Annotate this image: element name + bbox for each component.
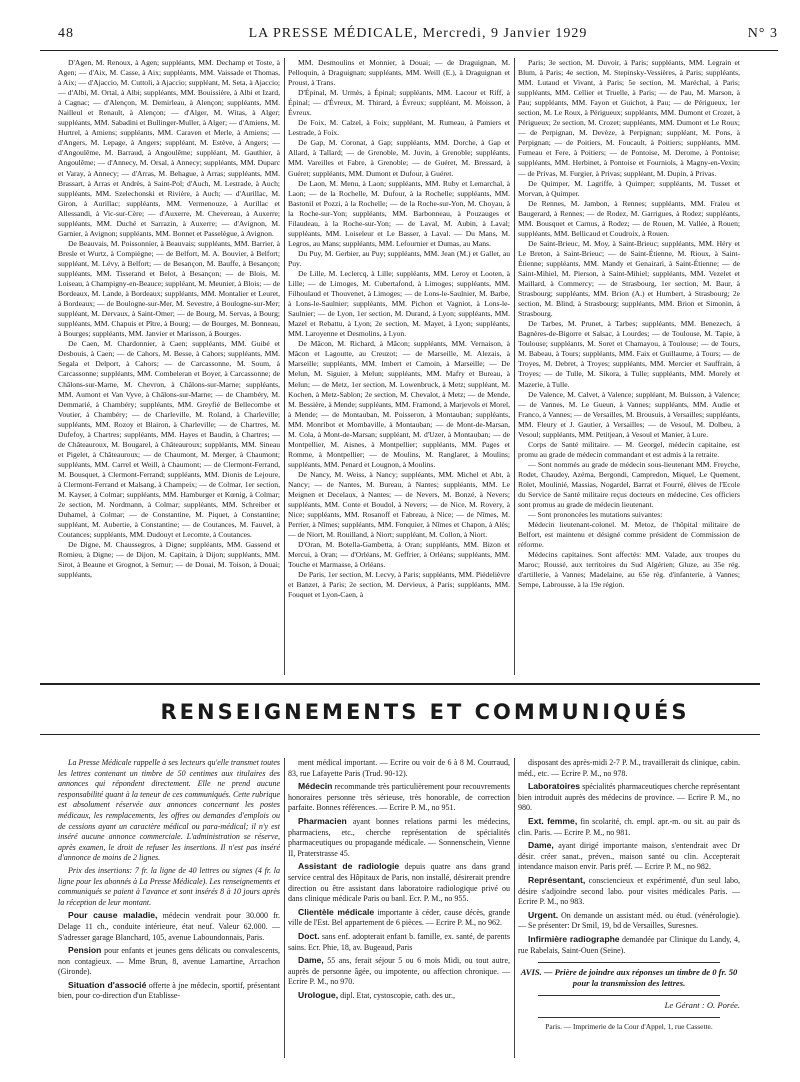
notice-paragraph: De Laon, M. Menu, à Laon; suppléants, MM. Ruby et Lemarchal, à Laon; — de la Rochelle, M. Dufour, à la Rochelle; suppléants, MM. Bastonil et Pozzi, à la Rochelle; — de la Roche-sur-Yon, M. Choyau, à la Roche-sur-Yon; suppléants, MM. Barbonneau, à Pouzauges et Filaudeau, à la Roche-sur-Yon; — de Laval, M. Aubin, à Laval; suppléants, MM. Loiseleur et Le Basser, à Laval. — Du Mans, M. Legros, au Mans; suppléants, MM. Lefournier et Dumas, au Mans.: [288, 178, 510, 248]
issue-number: N° 3: [747, 26, 778, 41]
notice-paragraph: Paris; 3e section, M. Duvoir, à Paris; suppléants, MM. Legrain et Blum, à Paris; 4e section, M. Stepinsky-Vessières, à Paris; suppléants, MM. Lutaud et Vivant, à Paris; 5e section, M. Maréchal, à Paris; suppléants, MM. Cellier et Truelle, à Paris; — de Pau, M. Marson, à Pau; suppléants, MM. Fayon et Guichot, à Pau; — de Périgueux, 1er section, M. Le Roux, à Périgueux; suppléants, MM. Dumont et Crozet, à Périgueux; 2e section, M. Crozet; suppléants, MM. Dumont et Le Roux; — de Perpignan, M. Devèze, à Perpignan; suppléant, M. Pons, à Perpignan; — de Poitiers, M. Foucault, à Poitiers; suppléants, MM. Fumeau et Fere, à Poitiers; — de Pontoise, M. Derome, à Pontoise; suppléants, MM. Herbinet, à Pontoise et Fourniols, à Magny-en-Vexin; — de Privas, M. Furgier, à Privas; suppléant, M. Dupin, à Privas.: [518, 58, 740, 178]
classified-ad: [58, 910, 280, 943]
notice-paragraph: Médecins capitaines. Sont affectés: MM. Valade, aux troupes du Maroc; Roussé, aux territoires du Sud Algérien; Gluze, au 35e rég. d'artillerie, à Vannes; Madelaine, au 65e rég. d'infanterie, à Vannes; Sempe, Labrousse, à la 19e région.: [518, 550, 740, 590]
ad-text: offerte à jne médecin, sportif, présentant bien, pour co-direction d'un Etablisse-: [58, 980, 280, 1001]
ad-heading: Pension: [68, 945, 102, 956]
classified-ad: [58, 758, 280, 864]
ad-text: ayant bonnes relations parmi les médecins, pharmaciens, etc., cherche représentation de spécialités pharmaceutiques ou propagande médicale. — Sonnenschein, Vienne II, Praterstrasse 45.: [288, 816, 510, 858]
ad-text: recommande très particulièrement pour recouvrements honoraires personne très sérieuse, très honorable, de correction parfaite. Bonnes références. — Ecrire P. M., no 951.: [288, 782, 510, 813]
ad-text: spécialités pharmaceutiques cherche représentant bien introduit auprès des médecins de province. — Ecrire P. M., no 980.: [518, 782, 740, 813]
notice-paragraph: — Sont nommés au grade de médecin sous-lieutenant MM. Freyche, Rodet, Chaudey, Azéma, Bergondi, Campredon, Miquel, Le Quement, Rolet, Moulinié, Massias, Nogardel, Barrat et Fourré, élèves de l'Ecole du Service de Santé militaire reçus docteurs en médecine. Ces officiers sont promus au grade de médecin lieutenant.: [518, 459, 740, 510]
ad-text: fin scolarité, ch. empl. apr.-m. ou sit. au pair ds clin. Paris. — Ecrire P. M., no 981.: [518, 816, 740, 837]
notice-paragraph: D'Épinal, M. Urmès, à Épinal; suppléants, MM. Lacour et Riff, à Épinal; — d'Évreux, M. Thirard, à Évreux; suppléant, M. Moisson, à Évreux.: [288, 88, 510, 118]
ad-text: Prix des insertions: 7 fr. la ligne de 40 lettres ou signes (4 fr. la ligne pour les abonnés à La Presse Médicale). Les renseignements et communiqués se paient à l'avance et sont insérés 8 à 10 jours après la réception de leur montant.: [58, 865, 280, 907]
notice-paragraph: De Saint-Brieuc, M. Moy, à Saint-Brieuc; suppléants, MM. Héry et Le Breton, à Saint-Brieuc; — de Saint-Étienne, M. Rioux, à Saint-Étienne; suppléants, MM. Mandy et Genairari, à Saint-Étienne; — de Saint-Mihiel, M. Pierson, à Saint-Mihiel; suppléants, MM. Vezelet et Maillard, à Commercy; — de Strasbourg, 1er section, M. Baur, à Strasbourg; suppléants, MM. Brion (A.) et Humbert, à Strasbourg; 2e section, M. Blind, à Strasbourg; suppléants, MM. Brion et Simonin, à Strasbourg.: [518, 238, 740, 319]
ad-text: ayant dirigé importante maison, s'entendrait avec Dr désir. créer sanat., préven., maison santé ou clin. Accepterait intendance maison envir. Paris préf. — Ecrire P. M., no 982.: [518, 841, 740, 872]
classified-ad: [518, 875, 740, 908]
classified-ad: [288, 816, 510, 859]
ad-text: importante à céder, cause décès, grande ville de l'Est. Bel appartement de 6 pièces. — Ecrire P. M., no 962.: [288, 907, 510, 928]
classified-ad: [288, 955, 510, 988]
notice-paragraph: Du Puy, M. Gerbier, au Puy; suppléants, MM. Jean (M.) et Gallet, au Puy.: [288, 248, 510, 268]
ad-heading: Médecin: [298, 781, 333, 792]
notice-paragraph: De Quimper, M. Lagriffe, à Quimper; suppléants, M. Tusset et Morvan, à Quimper.: [518, 178, 740, 198]
classified-ad: [288, 758, 510, 779]
classified-ad: [518, 816, 740, 838]
ad-text: depuis quatre ans dans grand service central des Hôpitaux de Paris, non installé, désirerait prendre direction ou être assistant dans laboratoire radiologique privé ou dans clinique médicale Paris ou banl. Ecr. P. M., no 955.: [288, 862, 510, 904]
notice-paragraph: De Lille, M. Leclercq, à Lille; suppléants, MM. Leroy et Looten, à Lille; — de Limoges, M. Cubertafond, à Limoges; suppléants, MM. Filhoulaud et Thouvenet, à Limoges; — de Lons-le-Saulnier, M. Barbe, à Lons-le-Saulnier; suppléants, MM. Pichon et Vagniot, à Lons-le-Saulnier; — de Lyon, 1er section, M. Durand, à Lyon; suppléants, MM. Mazel et Rebattu, à Lyon; 2e section, M. Mayet, à Lyon; suppléants, MM. Laroyenne et Desmolins, à Lyon.: [288, 268, 510, 339]
classified-ad: [288, 931, 510, 953]
printer-imprint: Paris. — Imprimerie de la Cour d'Appel, 1, rue Cassette.: [545, 1021, 713, 1031]
classified-ad: [58, 980, 280, 1002]
ad-heading: Dame,: [298, 955, 324, 966]
ad-text: médecin vendrait pour 30.000 fr. Delage 11 ch., conduite intérieure, état neuf. Valeur 62.000. — S'adresser garage Blanchard, 105, avenue Laboundonnais, Paris.: [58, 911, 280, 942]
notice-paragraph: — Sont prononcées les mutations suivantes:: [528, 510, 663, 520]
ad-heading: Représentant,: [528, 874, 586, 885]
column-divider: [514, 58, 515, 675]
avis-notice: AVIS. — Prière de joindre aux réponses un timbre de 0 fr. 50 pour la transmission des lettres.: [520, 967, 738, 989]
ad-heading: Doct.: [298, 930, 320, 941]
classified-ad: [288, 907, 510, 929]
ad-heading: Urologue,: [298, 989, 339, 1000]
ad-heading: Urgent.: [528, 909, 559, 920]
ad-text: pour enfants et jeunes gens délicats ou convalescents, non contagieux. — Mme Brun, 8, avenue Lamartine, Arcachon (Gironde).: [58, 946, 280, 977]
classified-ad: [288, 861, 510, 904]
column-divider: [284, 58, 285, 675]
section-title: RENSEIGNEMENTS ET COMMUNIQUÉS: [160, 700, 690, 724]
notice-paragraph: De Caen, M. Chardonnier, à Caen; suppléants, MM. Guibé et Desbouis, à Caen; — de Cahors, M. Besse, à Cahors; suppléants, MM. Segala et Delport, à Cahors; — de Carcassonne, M. Soum, à Carcassonne; suppléants, MM. Combeleran et Boyer, à Carcassonne; de Châlons-sur-Marne, M. Chevron, à Châlons-sur-Marne; suppléants, MM. Aumont et Van Vyve, à Châlons-sur-Marne; — de Chambéry, M. Demmarié, à Chambéry; suppléants, MM. Greyfié de Bellecombe et Voutier, à Chambéry; — de Charleville, M. Roland, à Charleville; suppléants, MM. Rozoy et Blairon, à Charleville; — de Chartres, M. Dufefoy, à Chartres; suppléants, MM. Hayes et Baudin, à Chartres; — de Châteauroux, M. Bougarel, à Châteauroux; suppléants, MM. Sineau et Pigelet, à Châteauroux; — de Chaumont, M. Merger, à Chaumont; suppléants, MM. Carrel et Weill, à Chaumont; — de Clermont-Ferrand, M. Bousquet, à Clermont-Ferrand; suppléants, MM. Dionis de Lejoure, à Clermont-Ferrand et Malsang, à Champeix; — de Colmar, 1er section, M. Kayser, à Colmar; suppléants, MM. Hamburger et Kœnig, à Colmar; 2e section, M. Nordmann, à Colmar; suppléants, MM. Schreiber et Duhamel, à Colmar; — de Constantine, M. Piquet, à Constantine; suppléant, M. Aubertie, à Constantine; — de Coutances, M. Fauvel, à Coutances; suppléants, MM. Dudouyt et Lecomte, à Coutances.: [58, 339, 280, 540]
ad-text: La Presse Médicale rappelle à ses lecteurs qu'elle transmet toutes les lettres contenant un timbre de 50 centimes aux titulaires des annonces qui répondent directement. Elle ne prend aucune responsabilité quant à la teneur de ces communiqués. Cette rubrique est absolument réservée aux annonces concernant les postes médicaux, les remplacements, les offres ou demandes d'emplois ou de cessions ayant un caractère médical ou para-médical; il n'y est inséré aucune annonce commerciale. L'administration se réserve, après examen, le droit de refuser les insertions. Il n'est pas inséré d'annonce de moins de 2 lignes.: [58, 758, 280, 863]
column-divider: [284, 758, 285, 1058]
ad-heading: Ext. femme,: [528, 815, 578, 826]
top-column-3: [518, 58, 740, 675]
header-rule: [40, 50, 778, 51]
top-column-2: [288, 58, 510, 675]
ad-heading: Pour cause maladie,: [68, 910, 158, 921]
section-rule: [40, 734, 760, 735]
notice-paragraph: D'Oran, M. Botella-Gambetta, à Oran; suppléants, MM. Bizon et Mercui, à Oran; — d'Orléans, M. Geffrier, à Orléans; suppléants, MM. Touche et Marmasse, à Orléans.: [288, 540, 510, 570]
notice-paragraph: D'Agen, M. Renoux, à Agen; suppléants, MM. Dechamp et Toste, à Agen; — d'Aix, M. Casse, à Aix; suppléants, MM. Vaissade et Thomas, à Aix; — d'Ajaccio, M. Cuttoli, à Ajaccio; suppléant, M. Seta, à Ajaccio; — d'Albi, M. Ortal, à Albi; suppléants, MM. Bouissière, à Albi et Izard, à Cagnac; — d'Alençon, M. Demirleau, à Alençon; suppléants, MM. Nailleul et Renault, à Alençon; — d'Alger, M. Witas, à Alger; suppléants, MM. Sabadini et Bullinger-Muller, à Alger; — d'Amiens, M. Hurtrel, à Amiens; suppléants, MM. Caraven et Merle, à Amiens; — d'Angers, M. Lepage, à Angers; suppléant, M. Estève, à Angers; — d'Angoulême, M. Barraud, à Angoulême; suppléant, M. Gauthier, à Angoulême; — d'Annecy, M. Orsal, à Annecy; suppléants, MM. Duparc et Varay, à Annecy; — d'Arras, M. Behague, à Arras; suppléants, MM. Brassart, à Arras et Andrès, à Saint-Pol; d'Auch, M. Lestrade, à Auch; suppléants, MM. Szelechonski et Rivière, à Auch; — d'Aurillac, M. Giron, à Aurillac; suppléants, MM. Vermenouze, à Aurillac et Allessandi, à Vic-sur-Cère; — d'Auxerre, M. Chevereau, à Auxerre; suppléants, MM. Duché et Sarrazin, à Auxerre; — d'Avignon, M. Garnier, à Avignon; suppléants, MM. Bonnet et Passelègue, à Avignon.: [58, 58, 280, 238]
ad-text: ment médical important. — Ecrire ou voir de 6 à 8 M. Courraud, 83, rue Lafayette Paris (Trud. 90-12).: [288, 758, 510, 778]
classified-ad: [58, 866, 280, 908]
gerant-signature: Le Gérant : O. Porée.: [664, 1000, 740, 1011]
classified-ad: [518, 934, 740, 956]
top-column-1: [58, 58, 280, 675]
ads-column-1: [58, 758, 280, 1078]
ad-text: On demande un assistant méd. ou étud. (vénérologie). — Se présenter: Dr Smil, 19, bd de Versailles, Suresnes.: [518, 910, 740, 931]
page-number: 48: [58, 26, 74, 41]
ad-heading: Dame,: [528, 840, 554, 851]
section-rule: [40, 683, 760, 685]
ad-heading: Pharmacien: [298, 815, 347, 826]
notice-paragraph: MM. Desmoulins et Monnier, à Douai; — de Draguignan, M. Pelloquin, à Draguignan; suppléants, MM. Weill (E.), à Draguignan et Proust, à Trans.: [288, 58, 510, 88]
notice-paragraph: De Mâcon, M. Richard, à Mâcon; suppléants, MM. Vernaison, à Mâcon et Lagoutte, au Creuzot; — de Marseille, M. Alezais, à Marseille; suppléants, MM. Imbert et Camoin, à Marseille; — De Melun, M. Siguier, à Melun; suppléants, MM. Mafry et Bureau, à Melun; — de Metz, 1er section, M. Lowenbruck, à Metz; suppléant, M. Kochen, à Metz-Sablon; 2e section, M. Chevalot, à Metz; — de Mende, M. Bessière, à Mende; suppléants, MM. Framond, à Marjevols et Morel, à Mende; — de Montauban, M. Poisseron, à Montauban; suppléants, MM. Monribot et Mombaville, à Montauban; — de Mont-de-Marsan, M. Cola, à Mont-de-Marsan; suppléant, M. d'Uzer, à Montauban; — de Montpellier, M. Aisnes, à Montpellier; suppléants, MM. Pages et Romme, à Montpellier; — de Moulins, M. Ranglaret, à Moulins; suppléants, MM. Penard et Lougnon, à Moulins.: [288, 339, 510, 469]
notice-paragraph: De Digne, M. Chaussegros, à Digne; suppléants, MM. Gassend et Romieu, à Digne; — de Dijon, M. Capitain, à Dijon; suppléants, MM. Sirot, à Beaune et Grognot, à Semur; — de Douai, M. Toison, à Douai; suppléants,: [58, 540, 280, 580]
ad-heading: Clientèle médicale: [298, 906, 375, 917]
page-header: [58, 26, 778, 46]
notice-paragraph: De Tarbes, M. Prunet, à Tarbes; suppléants, MM. Benezech, à Bagnères-de-Bigorre et Salsac, à Lourdes; — de Toulouse, M. Tapie, à Toulouse; suppléants, M. Soret et Chamayou, à Toulouse; — de Tours, M. Babeau, à Tours; suppléants, MM. Faix et Guillaume, à Tours; — de Troyes, M. Debret, à Troyes; suppléants, MM. Mercier et Sauffrain, à Troyes; — de Tulle, M. Sikora, à Tulle; suppléants, MM. Morely et Mazerie, à Tulle.: [518, 319, 740, 389]
notice-paragraph: De Paris, 1er section, M. Lecvy, à Paris; suppléants, MM. Piédelièvre et Banzet, à Paris; 2e section, M. Dervieux, à Paris; suppléants, MM. Fouquet et Lyon-Caen, à: [288, 570, 510, 600]
column-divider: [514, 758, 515, 1058]
ad-text: dipl. Etat, cystoscopie, cath. des ur.,: [340, 990, 455, 1000]
notice-paragraph: De Nancy, M. Weiss, à Nancy; suppléants, MM. Michel et Abt, à Nancy; — de Nantes, M. Bureau, à Nantes; suppléants, MM. Le Meignen et Decelaux, à Nantes; — de Nevers, M. Bonzé, à Nevers; suppléants, MM. Conte et Boudol, à Nevers; — de Nice, M. Rovery, à Nice; suppléants, MM. Rosanoff et Fabreau, à Nice; — de Nîmes, M. Perrier, à Nîmes; suppléants, MM. Fonquier, à Nîmes et Chapon, à Alès; — de Niort, M. Rouilland, à Niort; suppléant, M. Collon, à Niort.: [288, 469, 510, 540]
ad-heading: Situation d'associé: [68, 979, 147, 990]
notice-paragraph: De Beauvais, M. Poissonnier, à Beauvais; suppléants, MM. Barrier, à Bresle et Wurtz, à Compiègne; — de Belfort, M. A. Bouvier, à Belfort; suppléant, M. Lévy, à Belfort; — de Besançon, M. Bauffe, à Besançon; suppléants, MM. Tisserand et Belot, à Besançon; — de Blois, M. Loiseau, à Champigny-en-Beauce; suppléant, M. Meunier, à Blois; — de Bordeaux, M. Lande, à Bordeaux; suppléants, MM. Montalier et Leuret, à Bordeaux; — de Boulogne-sur-Mer, M. Sevestre, à Boulogne-sur-Mer; suppléant, M. Dervaux, à Saint-Omer; — de Bourg, M. Servas, à Bourg; suppléants, MM. Chapuis et Pître, à Bourg; — de Bourges, M. Bonneau, à Bourges; suppléants, MM. Janvier et Marisson, à Bourges.: [58, 238, 280, 339]
ad-heading: Laboratoires: [528, 781, 581, 792]
classified-ad: [288, 990, 510, 1002]
ad-text: 55 ans, ferait séjour 5 ou 6 mois Midi, ou tout autre, auprès de personne âgée, ou impotente, ou affection chronique. — Ecrire P. M., no 970.: [288, 956, 510, 987]
notice-paragraph: Corps de Santé militaire. — M. Georgel, médecin capitaine, est promu au grade de médecin commandant et est admis à la retraite.: [518, 439, 740, 459]
notice-paragraph: De Valence, M. Calvet, à Valence; suppléant, M. Buisson, à Valence; — de Vannes, M. Le Gueun, à Vannes; suppléants, MM. Audie et Franco, à Vannes; — de Versailles, M. Brousuis, à Versailles; suppléants, MM. Fleury et J. Gautier, à Versailles; — de Vesoul, M. Dolbeu, à Vesoul; suppléants, MM. Petitjean, à Vesoul et Manier, à Lure.: [518, 389, 740, 439]
ad-text: sans enf. adopterait enfant b. famille, ex. santé, de parents sains. Ecr. Phie, 18, av. Bugeaud, Paris: [288, 931, 510, 952]
divider: [538, 962, 720, 963]
notice-paragraph: De Foix, M. Calzel, à Foix; suppléant, M. Rumeau, à Pamiers et Lestrade, à Foix.: [288, 118, 510, 138]
classified-ad: [58, 945, 280, 978]
classified-ad: [288, 781, 510, 814]
ad-text: consciencieux et expérimenté, d'un seul labo, désire s'adjoindre second labo. pour visites médicales Paris. — Ecrire P. M., no 983.: [518, 875, 740, 907]
notice-paragraph: De Gap, M. Coronat, à Gap; suppléants, MM. Dorche, à Gap et Allard, à Tallard; — de Grenoble, M. Juvin, à Grenoble; suppléants, MM. Vareilles et Fabre, à Grenoble; — de Guéret, M. Bressard, à Guéret; suppléants, MM. Dumont et Dufour, à Guéret.: [288, 138, 510, 178]
classified-ad: [518, 840, 740, 873]
notice-paragraph: De Rennes, M. Jambon, à Rennes; suppléants, MM. Fraleu et Baugerard, à Rennes; — de Rodez, M. Garrigues, à Rodez; suppléants, MM. Bousquet et Carnus, à Rodez; — de Rouen, M. Vallée, à Rouen; suppléants, MM. Bellicaud et Coudroix, à Rouen.: [518, 198, 740, 238]
ad-heading: Assistant de radiologie: [298, 861, 400, 872]
ad-text: disposant des après-midi 2-7 P. M., travaillerait ds clinique, cabin. méd., etc. — Ecrire P. M., no 978.: [518, 758, 740, 778]
ads-column-3: [518, 758, 740, 1078]
ad-text: demandée par Clinique du Landy, 4, rue Rabelais, Saint-Ouen (Seine).: [518, 934, 740, 955]
journal-title: LA PRESSE MÉDICALE, Mercredi, 9 Janvier 1929: [248, 26, 588, 41]
ad-heading: Infirmière radiographe: [528, 933, 620, 944]
classified-ad: [518, 781, 740, 814]
classified-ad: [518, 910, 740, 932]
divider: [538, 995, 720, 996]
divider: [538, 1017, 720, 1018]
notice-paragraph: Médecin lieutenant-colonel. M. Metoz, de l'hôpital militaire de Belfort, est maintenu et désigné comme président de Commission de réforme.: [518, 520, 740, 550]
ads-column-2: [288, 758, 510, 1078]
classified-ad: [518, 758, 740, 779]
